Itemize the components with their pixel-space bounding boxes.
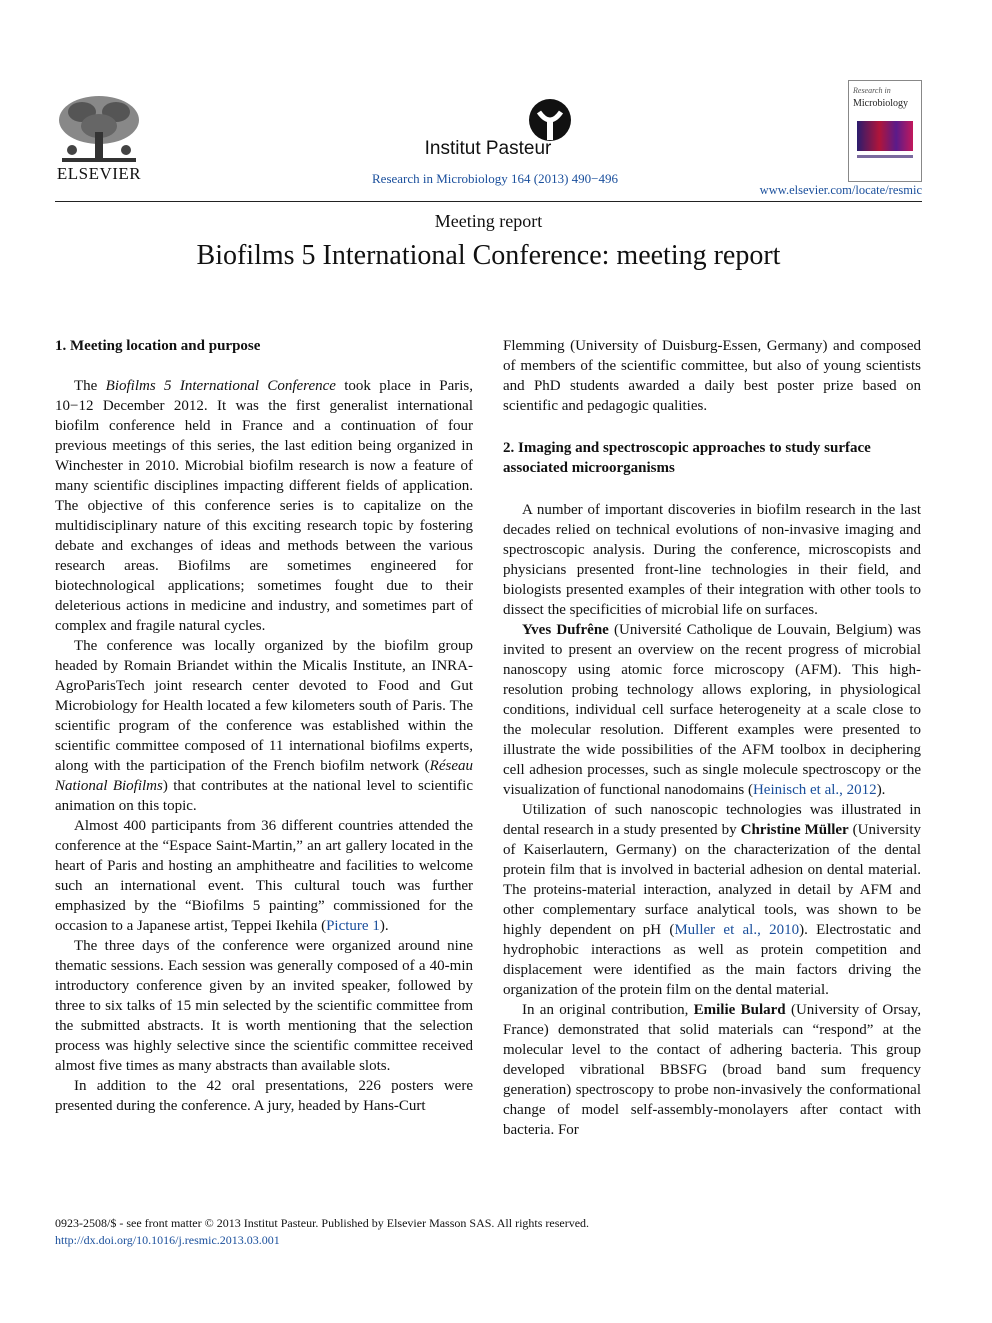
paragraph: In an original contribution, Emilie Bulard (University of Orsay, France) demonstrated that solid materials can “respond” at the molecular level to the contact of adhering bacteria. This group developed vibrational BBSFG (broad band sum frequency generation) spectroscopy to probe non-invasively the conformational change of model self-assembly-monolayers after contact with bacteria. For <box>503 1002 921 1138</box>
left-column <box>55 336 473 1116</box>
journal-cover-thumbnail <box>848 80 922 182</box>
paragraph: Almost 400 participants from 36 different countries attended the conference at the “Espace Saint-Martin,” an art gallery located in the heart of Paris and hosting an amphitheatre and facilities to welcome such an international event. This cultural touch was further emphasized by the “Biofilms 5 painting” commissioned for the occasion to a Japanese artist, Teppei Ikehila (Picture 1). <box>55 818 473 934</box>
citation-link-heinisch[interactable]: Heinisch et al., 2012 <box>752 782 877 798</box>
network-name-italic: Réseau National Biofilms <box>55 758 473 794</box>
article-type: Meeting report <box>434 211 543 231</box>
picture-1-link[interactable]: Picture 1 <box>326 918 380 934</box>
publisher-wordmark: ELSEVIER <box>56 164 142 183</box>
journal-url-link[interactable]: www.elsevier.com/locate/resmic <box>759 183 922 197</box>
cover-band <box>857 155 913 158</box>
conference-name-italic: Biofilms 5 International Conference <box>105 378 336 394</box>
citation-link-muller[interactable]: Muller et al., 2010 <box>674 922 800 938</box>
doi-link[interactable]: http://dx.doi.org/10.1016/j.resmic.2013.03.001 <box>55 1233 280 1247</box>
paragraph: In addition to the 42 oral presentations, 226 posters were presented during the conference. A jury, headed by Hans-Curt <box>55 1078 473 1114</box>
paragraph: The three days of the conference were organized around nine thematic sessions. Each session was generally composed of a 40-min introductory conference given by an invited speaker, followed by three to six talks of 15 min selected by the scientific committee from the submitted abstracts. It is worth mentioning that the selection process was highly selective since the scientific committee received almost five times as many abstracts than available slots. <box>55 938 473 1074</box>
section-2-heading: 2. Imaging and spectroscopic approaches to study surface associated microorganisms <box>503 440 871 476</box>
cover-title: Microbiology <box>853 98 908 109</box>
speaker-name: Yves Dufrêne <box>522 622 609 638</box>
paragraph: A number of important discoveries in biofilm research in the last decades relied on technical evolutions of non-invasive imaging and spectroscopic analysis. During the conference, microscopists and physicians presented front-line technologies in their field, and biologists presented examples of their integration with other tools to dissect the specificities of microbial life on surfaces. <box>503 502 921 618</box>
speaker-name: Emilie Bulard <box>693 1002 786 1018</box>
footer <box>55 1215 922 1249</box>
cover-image <box>857 121 913 151</box>
section-1-heading: 1. Meeting location and purpose <box>55 338 261 354</box>
paragraph: Yves Dufrêne (Université Catholique de Louvain, Belgium) was invited to present an overview on the recent progress of microbial nanoscopy using atomic force microscopy (AFM). This high-resolution probing technology allows exploring, in physiological conditions, individual cell surface heterogeneity at a scale close to the molecular resolution. Different examples were presented to illustrate the wide possibilities of the AFM toolbox in deciphering cell adhesion processes, such as single molecule spectroscopy or the visualization of functional nanodomains (Heinisch et al., 2012). <box>503 622 922 798</box>
institut-pasteur-logo <box>527 98 573 142</box>
paragraph: The conference was locally organized by the biofilm group headed by Romain Briandet within the Micalis Institute, an INRA-AgroParisTech joint research center devoted to Food and Gut Microbiology for Health located a few kilometers south of Paris. The scientific program of the conference was established within the scientific committee composed of 11 international biofilms experts, along with the participation of the French biofilm network (Réseau National Biofilms) that contributes at the national level to scientific animation on this topic. <box>55 638 473 814</box>
speaker-name: Christine Müller <box>740 822 849 838</box>
right-column <box>503 336 921 1140</box>
copyright-line: 0923-2508/$ - see front matter © 2013 Institut Pasteur. Published by Elsevier Masson SAS. All rights reserved. <box>55 1216 590 1230</box>
journal-citation-link[interactable]: Research in Microbiology 164 (2013) 490−496 <box>372 171 618 186</box>
paragraph: Flemming (University of Duisburg-Essen, Germany) and composed of members of the scientific committee, but also of young scientists and PhD students awarded a daily best poster prize based on scientific and pedagogic qualities. <box>503 338 921 414</box>
paragraph: The Biofilms 5 International Conference took place in Paris, 10−12 December 2012. It was the first generalist international biofilm conference held in France and a continuation of four previous meetings of this series, the last edition being organized in Winchester in 2010. Microbial biofilm research is now a feature of many scientific disciplines impacting different fields of application. The objective of this conference series is to capitalize on the multidisciplinary nature of this exciting research topic by fostering debate and exchanges of ideas and methods between the various research areas. Biofilms are sometimes engineered for biotechnological applications; sometimes fought due to their deleterious actions in medicine and industry, and sometimes part of complex and fragile natural cycles. <box>55 378 473 634</box>
institute-name: Institut Pasteur <box>424 138 552 159</box>
article-title: Biofilms 5 International Conference: meeting report <box>196 240 781 271</box>
header-divider <box>55 201 922 202</box>
paragraph: Utilization of such nanoscopic technologies was illustrated in dental research in a study presented by Christine Müller (University of Kaiserlautern, Germany) on the characterization of the dental protein film that is involved in bacterial adhesion on dental material. The proteins-material interaction, analyzed in detail by AFM and other complementary surface analytical tools, was shown to be highly dependent on pH (Muller et al., 2010). Electrostatic and hydrophobic interactions as well as protein competition and displacement were identified as the main factors driving the organization of the protein film on the dental material. <box>503 802 921 998</box>
cover-subtitle: Research in <box>853 86 891 95</box>
